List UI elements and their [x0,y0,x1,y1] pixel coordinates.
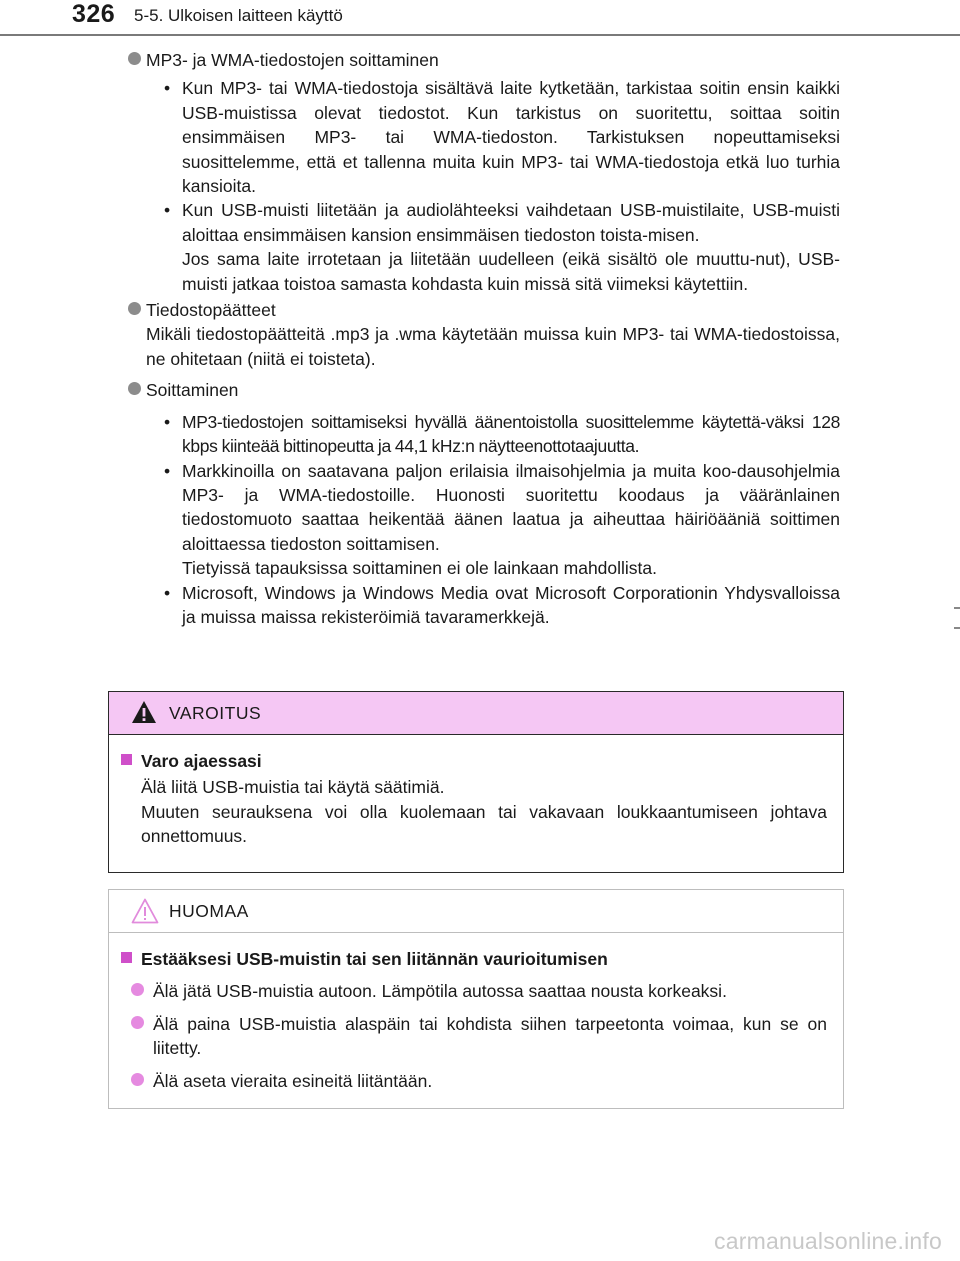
topic-file-extensions [128,298,840,371]
warning-heading [121,749,827,773]
list-item-text: Kun MP3- tai WMA-tiedostoja sisältävä laite kytketään, tarkistaa soitin ensin kaikki USB-muistissa olevat tiedostot. Kun tarkistus on suoritettu, soittaa soitin ensimmäisen MP3- tai WMA-tiedoston. Tarkistuksen nopeuttamiseksi suosittelemme, että et tallenna muita kuin MP3- tai WMA-tiedostoja etkä luo turhia kansioita. [182,78,840,197]
pink-dot-bullet-icon [131,1016,144,1029]
pink-square-bullet-icon [121,754,132,765]
warning-triangle-icon [131,700,157,724]
list-item-extra-text: Jos sama laite irrotetaan ja liitetään uudelleen (eikä sisältö ole muuttu-nut), USB-muisti jatkaa toistoa samasta kohdasta kuin missä sitä viimeksi käytettiin. [182,249,840,294]
gray-dot-bullet-icon [128,52,141,65]
list-item-text: MP3-tiedostojen soittamiseksi hyvällä äänentoistolla suosittelemme käytettä-väksi 128 kbps kiinteää bittinopeutta ja 44,1 kHz:n näytteenottotaajuutta. [182,411,840,457]
notice-header [109,890,843,933]
notice-item-text: Älä aseta vieraita esineitä liitäntään. [153,1070,433,1091]
warning-line-1: Älä liitä USB-muistia tai käytä säätimiä. [141,777,445,798]
bullet-dot-icon: • [164,460,171,481]
margin-tick [954,607,960,609]
list-item [164,198,840,296]
warning-body [109,735,843,849]
notice-item-text: Älä jätä USB-muistia autoon. Lämpötila autossa saattaa nousta korkeaksi. [153,981,727,1002]
bullet-dot-icon: • [164,582,171,603]
pink-square-bullet-icon [121,952,132,963]
warning-heading-text: Varo ajaessasi [141,751,262,771]
margin-tick [954,627,960,629]
bullet-dot-icon: • [164,411,170,432]
list-item-text: Markkinoilla on saatavana paljon erilaisia ilmaisohjelmia ja muita koo-dausohjelmia MP3- ja WMA-tiedostoille. Huonosti suoritettu koodaus ja vääränlainen tiedostomuoto saattaa heikentää äänen laatua ja aiheuttaa häiriöääniä soittimen aloittaessa tiedoston soittamisen. [182,460,840,554]
header-divider [0,34,960,36]
notice-box [108,889,844,1109]
notice-item-text: Älä paina USB-muistia alaspäin tai kohdista siihen tarpeetonta voimaa, kun se on liitetty. [153,1013,827,1059]
topic-title: MP3- ja WMA-tiedostojen soittaminen [146,50,439,70]
topic-playback [128,378,840,629]
notice-heading-text: Estääksesi USB-muistin tai sen liitännän vaurioitumisen [141,949,608,969]
bullet-dot-icon: • [164,78,171,99]
list-item [164,410,840,459]
list-item [164,581,840,630]
bullet-dot-icon: • [164,200,171,221]
pink-dot-bullet-icon [131,983,144,996]
section-title: 5-5. Ulkoisen laitteen käyttö [134,6,343,25]
bullet-list [146,410,840,630]
page-number: 326 [72,0,116,28]
list-item [164,76,840,198]
notice-item [121,1069,827,1093]
watermark: carmanualsonline.info [714,1228,942,1254]
topic-title: Soittaminen [146,380,239,401]
warning-box [108,691,844,873]
topic-description: Mikäli tiedostopäätteitä .mp3 ja .wma käytetään muissa kuin MP3- tai WMA-tiedostoissa, ne ohitetaan (niitä ei toisteta). [146,324,840,369]
warning-line-2: Muuten seurauksena voi olla kuolemaan tai vakavaan loukkaantumiseen johtava onnettomuus. [141,801,827,847]
warning-label: VAROITUS [169,703,262,723]
topic-mp3-wma [128,48,840,296]
pink-dot-bullet-icon [131,1073,144,1086]
gray-dot-bullet-icon [128,302,141,315]
list-item [164,459,840,581]
notice-item [121,979,827,1003]
notice-label: HUOMAA [169,901,249,921]
notice-item [121,1012,827,1061]
list-item-text: Microsoft, Windows ja Windows Media ovat Microsoft Corporationin Yhdysvalloissa ja muissa maissa rekisteröimiä tavaramerkkejä. [182,582,840,627]
caution-outline-triangle-icon [131,898,159,924]
notice-body [109,933,843,1093]
warning-header [109,692,843,735]
notice-heading [121,947,827,971]
list-item-extra-text: Tietyissä tapauksissa soittaminen ei ole lainkaan mahdollista. [182,558,658,579]
gray-dot-bullet-icon [128,382,141,395]
page-header [0,0,960,40]
main-content [128,48,840,629]
topic-title: Tiedostopäätteet [146,300,276,321]
list-item-text: Kun USB-muisti liitetään ja audiolähteeksi vaihdetaan USB-muistilaite, USB-muisti aloittaa ensimmäisen kansion ensimmäisen tiedoston toista-misen. [182,200,840,245]
bullet-list [146,76,840,296]
